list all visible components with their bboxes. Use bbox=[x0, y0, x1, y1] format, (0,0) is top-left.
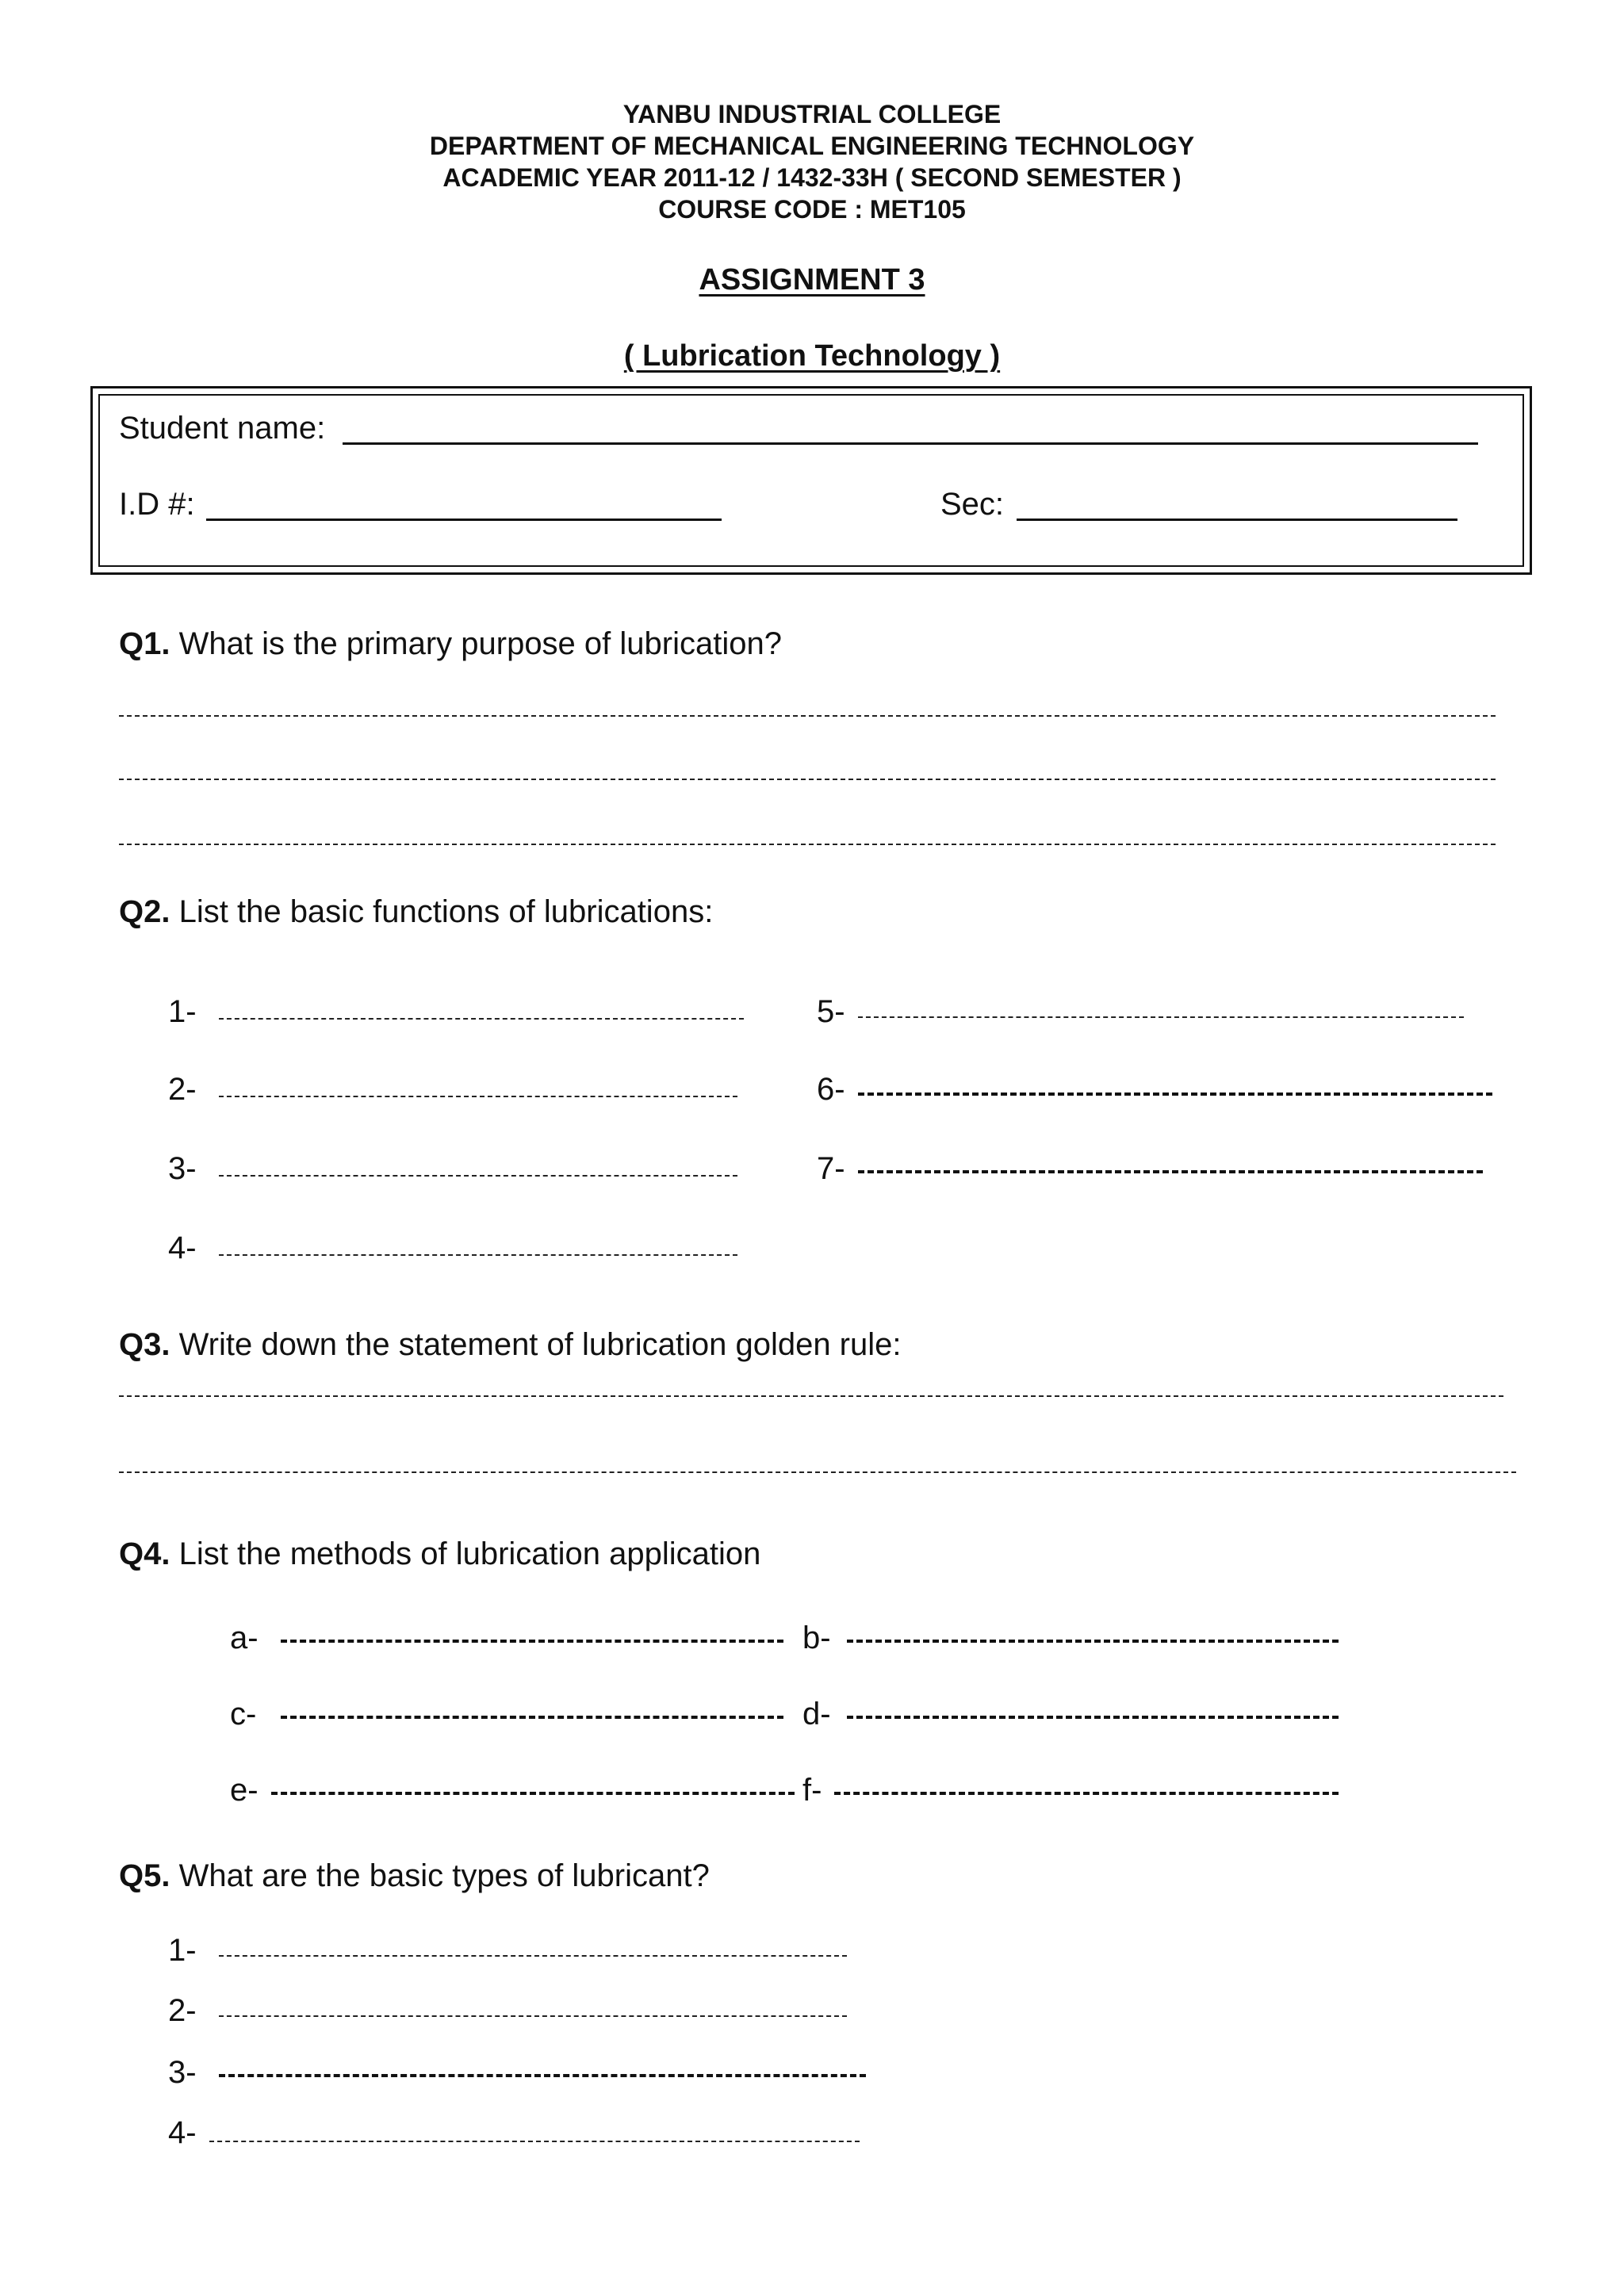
q2-item-7-label: 7- bbox=[817, 1151, 845, 1186]
q3-answer-line-1[interactable] bbox=[119, 1395, 1503, 1397]
q5-item-2-line[interactable] bbox=[219, 2015, 847, 2017]
q2-item-5-label: 5- bbox=[817, 994, 845, 1029]
q2-item-2-line[interactable] bbox=[219, 1096, 737, 1097]
q4-item-b-line[interactable] bbox=[847, 1640, 1339, 1643]
q4-item-e-line[interactable] bbox=[271, 1792, 795, 1795]
q4-item-f-line[interactable] bbox=[834, 1792, 1339, 1795]
question-1-number: Q1. bbox=[119, 626, 170, 661]
student-name-label: Student name: bbox=[119, 411, 326, 446]
department-name: DEPARTMENT OF MECHANICAL ENGINEERING TECHNOLOGY bbox=[429, 132, 1195, 160]
q4-item-d-label: d- bbox=[802, 1697, 831, 1732]
q4-item-a-label: a- bbox=[230, 1621, 259, 1655]
sec-field[interactable] bbox=[1017, 519, 1457, 521]
question-2-text: List the basic functions of lubrications: bbox=[178, 894, 714, 929]
q2-item-5-line[interactable] bbox=[858, 1016, 1464, 1018]
q2-item-7-line[interactable] bbox=[858, 1170, 1483, 1173]
q1-answer-line-3[interactable] bbox=[119, 844, 1496, 845]
q5-item-2-label: 2- bbox=[168, 1993, 197, 2028]
question-4-text: List the methods of lubrication application bbox=[178, 1536, 761, 1571]
question-5-text: What are the basic types of lubricant? bbox=[178, 1858, 710, 1893]
question-3-number: Q3. bbox=[119, 1327, 170, 1362]
q2-item-3-line[interactable] bbox=[219, 1175, 737, 1177]
q2-item-6-label: 6- bbox=[817, 1072, 845, 1107]
q5-item-3-label: 3- bbox=[168, 2055, 197, 2090]
q5-item-4-label: 4- bbox=[168, 2115, 197, 2150]
q5-item-1-label: 1- bbox=[168, 1933, 197, 1968]
q5-item-3-line[interactable] bbox=[219, 2074, 866, 2077]
college-name: YANBU INDUSTRIAL COLLEGE bbox=[622, 100, 1002, 128]
q4-item-f-label: f- bbox=[802, 1773, 822, 1808]
question-1 bbox=[119, 626, 782, 662]
q5-item-1-line[interactable] bbox=[219, 1955, 847, 1957]
id-label: I.D #: bbox=[119, 487, 195, 522]
q1-answer-line-1[interactable] bbox=[119, 715, 1496, 717]
question-5 bbox=[119, 1858, 710, 1894]
q1-answer-line-2[interactable] bbox=[119, 779, 1496, 780]
q4-item-c-line[interactable] bbox=[281, 1716, 783, 1719]
assignment-title: ASSIGNMENT 3 bbox=[699, 263, 925, 297]
sec-label: Sec: bbox=[940, 487, 1005, 522]
academic-year: ACADEMIC YEAR 2011-12 / 1432-33H ( SECOND SEMESTER ) bbox=[442, 163, 1182, 192]
q2-item-1-label: 1- bbox=[168, 994, 197, 1029]
q5-item-4-line[interactable] bbox=[209, 2141, 860, 2142]
q4-item-c-label: c- bbox=[230, 1697, 257, 1732]
id-field[interactable] bbox=[206, 519, 722, 521]
question-2-number: Q2. bbox=[119, 894, 170, 929]
q4-item-a-line[interactable] bbox=[281, 1640, 783, 1643]
q3-answer-line-2[interactable] bbox=[119, 1471, 1516, 1473]
question-1-text: What is the primary purpose of lubrication? bbox=[178, 626, 782, 661]
q4-item-d-line[interactable] bbox=[847, 1716, 1339, 1719]
question-5-number: Q5. bbox=[119, 1858, 170, 1893]
question-4-number: Q4. bbox=[119, 1536, 170, 1571]
q4-item-e-label: e- bbox=[230, 1773, 259, 1808]
question-4 bbox=[119, 1536, 760, 1572]
q2-item-3-label: 3- bbox=[168, 1151, 197, 1186]
q2-item-6-line[interactable] bbox=[858, 1093, 1492, 1096]
question-3 bbox=[119, 1327, 902, 1363]
assignment-subtitle: ( Lubrication Technology ) bbox=[623, 339, 1001, 373]
q2-item-4-label: 4- bbox=[168, 1230, 197, 1265]
q2-item-1-line[interactable] bbox=[219, 1018, 744, 1020]
question-3-text: Write down the statement of lubrication golden rule: bbox=[178, 1327, 902, 1362]
student-name-field[interactable] bbox=[343, 442, 1478, 445]
q2-item-2-label: 2- bbox=[168, 1072, 197, 1107]
q4-item-b-label: b- bbox=[802, 1621, 831, 1655]
q2-item-4-line[interactable] bbox=[219, 1254, 737, 1256]
question-2 bbox=[119, 894, 713, 930]
course-code: COURSE CODE : MET105 bbox=[658, 195, 966, 224]
